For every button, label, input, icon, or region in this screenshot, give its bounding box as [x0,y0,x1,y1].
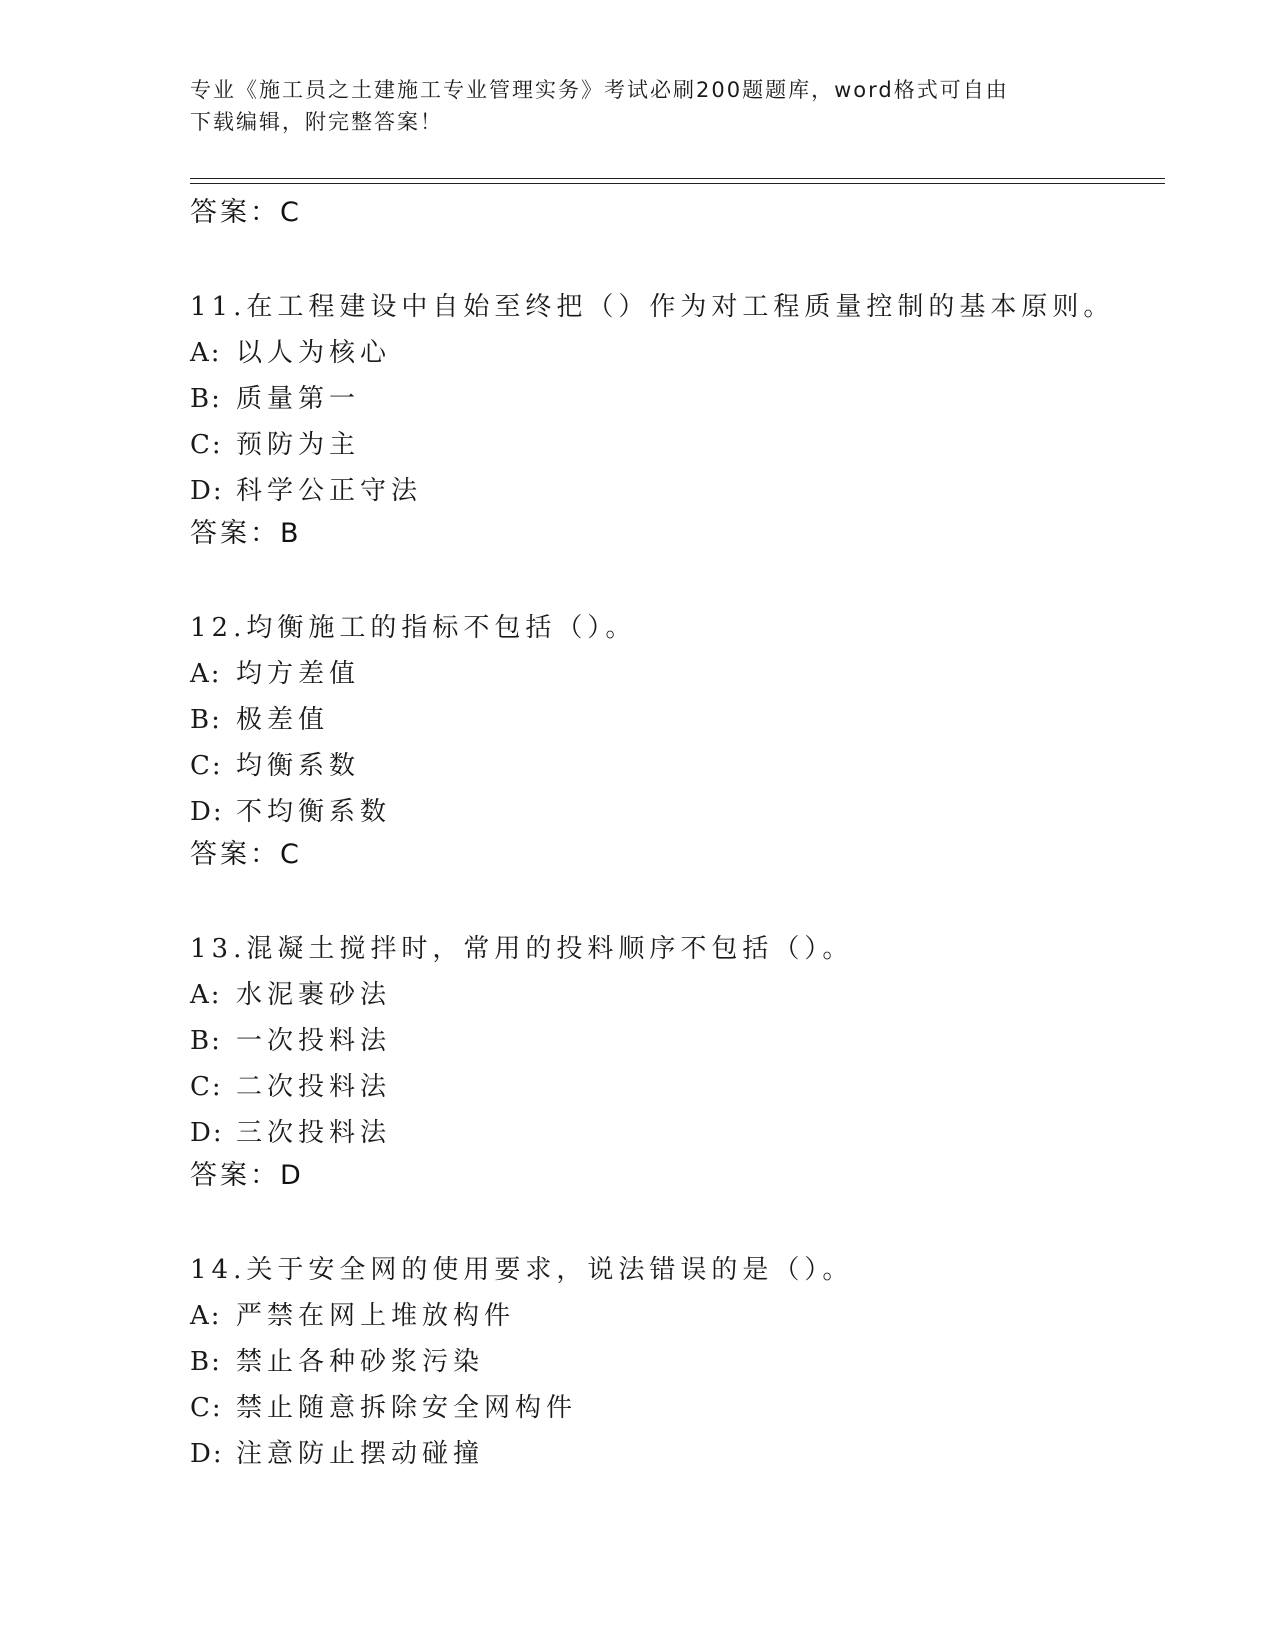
question-block [190,926,1165,1196]
option-text: 极差值 [236,705,330,735]
answer-value: C [280,197,300,228]
header-line-2: 下载编辑，附完整答案！ [190,110,443,134]
document-header [190,74,1090,138]
option-key: A: [190,338,222,368]
option-key: A: [190,980,222,1010]
option-a [190,1293,1165,1339]
option-text: 预防为主 [236,430,361,460]
answer-line [190,193,1165,233]
option-c [190,743,1165,789]
option-text: 均方差值 [236,659,361,689]
question-text: 13.混凝土搅拌时，常用的投料顺序不包括（）。 [190,934,854,964]
option-text: 科学公正守法 [236,476,423,506]
option-b [190,1339,1165,1385]
question-text: 12.均衡施工的指标不包括（）。 [190,613,637,643]
question-text: 11.在工程建设中自始至终把（）作为对工程质量控制的基本原则。 [190,292,1115,322]
option-key: B: [190,1026,222,1056]
option-text: 二次投料法 [236,1072,392,1102]
answer-label: 答案： [190,839,280,870]
option-a [190,330,1165,376]
option-text: 不均衡系数 [236,797,392,827]
answer-line [190,835,1165,875]
answer-value: C [280,839,300,870]
option-key: D: [190,797,224,827]
option-a [190,972,1165,1018]
option-text: 禁止随意拆除安全网构件 [236,1393,578,1423]
answer-value: B [280,518,300,549]
header-rule-top [190,178,1165,179]
option-d [190,1110,1165,1156]
header-line-1: 专业《施工员之土建施工专业管理实务》考试必刷200题题库，word格式可自由 [190,78,1009,102]
option-text: 禁止各种砂浆污染 [236,1347,485,1377]
option-text: 水泥裹砂法 [236,980,392,1010]
header-rule-bottom [190,183,1165,184]
answer-value: D [280,1160,302,1191]
option-key: C: [190,1393,223,1423]
answer-label: 答案： [190,197,280,228]
option-key: B: [190,384,222,414]
option-text: 严禁在网上堆放构件 [236,1301,516,1331]
option-c [190,1064,1165,1110]
option-d [190,1431,1165,1477]
option-key: B: [190,705,222,735]
option-key: A: [190,659,222,689]
question-block [190,284,1165,554]
option-b [190,697,1165,743]
answer-label: 答案： [190,1160,280,1191]
page-content [190,193,1165,1477]
option-a [190,651,1165,697]
answer-line [190,1156,1165,1196]
option-key: C: [190,430,223,460]
question-block [190,605,1165,875]
option-key: D: [190,476,224,506]
option-text: 注意防止摆动碰撞 [236,1439,485,1469]
option-d [190,468,1165,514]
option-key: D: [190,1439,224,1469]
option-key: C: [190,1072,223,1102]
option-c [190,1385,1165,1431]
option-key: B: [190,1347,222,1377]
answer-label: 答案： [190,518,280,549]
option-text: 三次投料法 [236,1118,392,1148]
option-b [190,1018,1165,1064]
option-text: 质量第一 [236,384,361,414]
option-b [190,376,1165,422]
option-text: 一次投料法 [236,1026,392,1056]
option-key: D: [190,1118,224,1148]
answer-line [190,514,1165,554]
option-d [190,789,1165,835]
question-block [190,1247,1165,1477]
option-key: A: [190,1301,222,1331]
option-key: C: [190,751,223,781]
option-text: 均衡系数 [236,751,361,781]
question-text: 14.关于安全网的使用要求，说法错误的是（）。 [190,1255,854,1285]
option-text: 以人为核心 [236,338,392,368]
option-c [190,422,1165,468]
